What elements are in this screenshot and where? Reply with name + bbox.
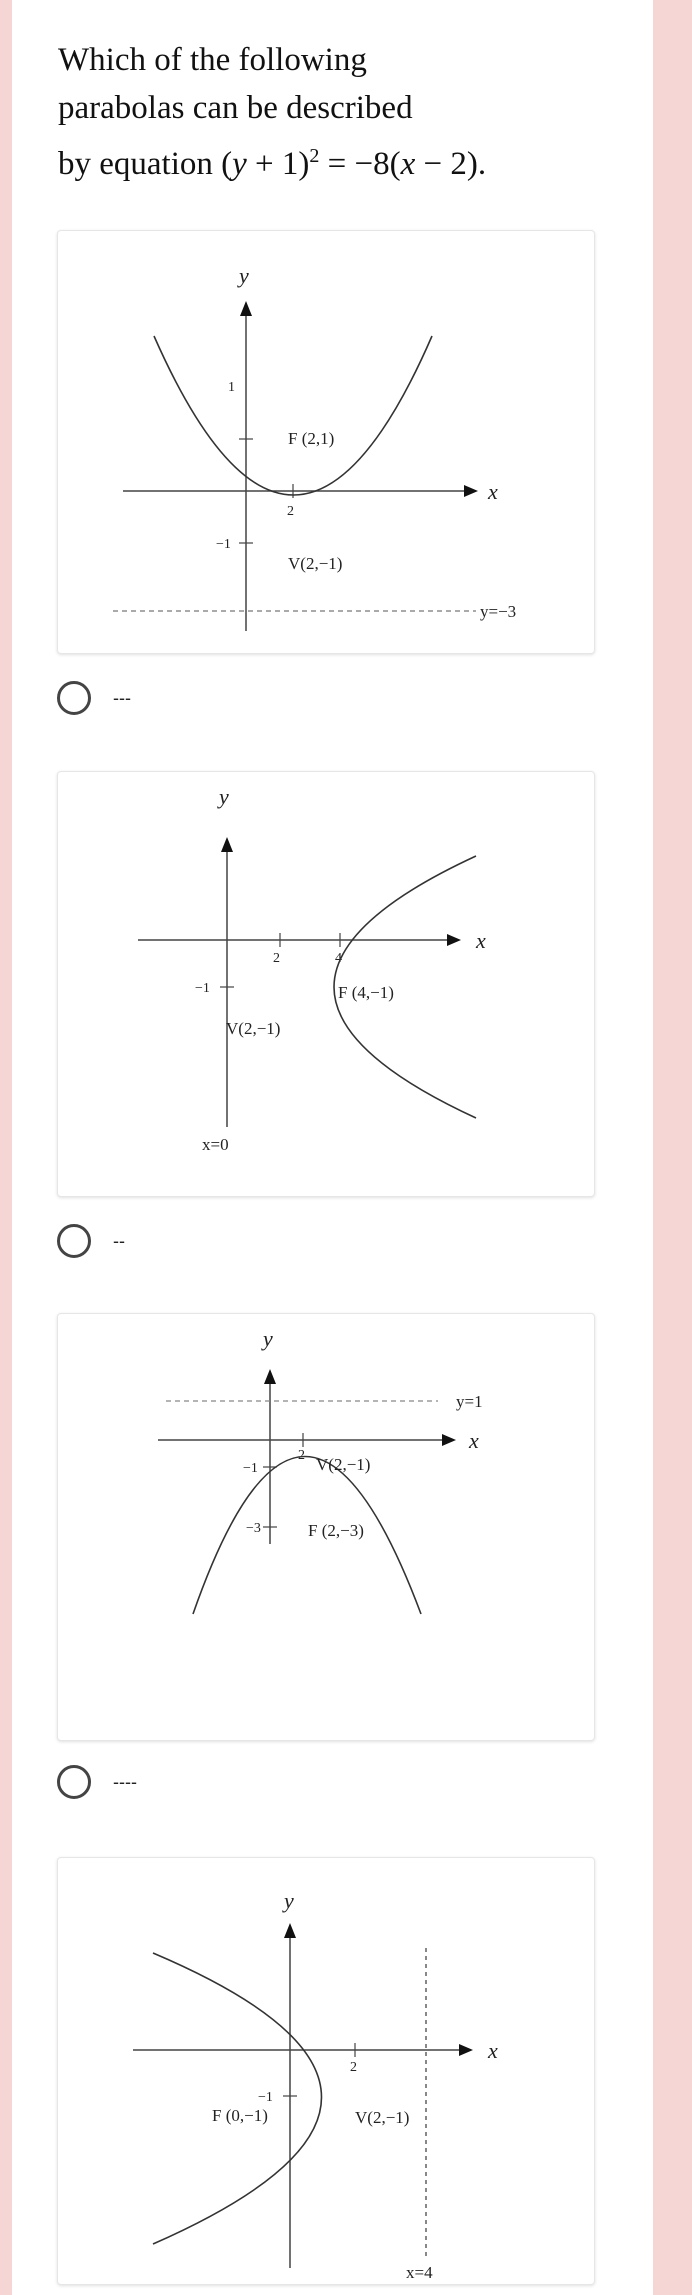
- option-3-radio[interactable]: [57, 1765, 91, 1799]
- x-tick-label: 2: [287, 504, 294, 519]
- x-axis-arrow: [459, 2044, 473, 2056]
- directrix-label: x=0: [202, 1135, 229, 1154]
- x-axis-label: x: [469, 1428, 479, 1453]
- option-2[interactable]: [57, 1219, 125, 1263]
- question-line-3-prefix: by equation: [58, 146, 222, 182]
- option-3-graph-card: [57, 1313, 595, 1741]
- y-axis-arrow: [264, 1369, 276, 1384]
- option-3[interactable]: [57, 1760, 137, 1804]
- question-text: [58, 36, 638, 188]
- parabola-curve: [153, 1953, 322, 2244]
- y-tick-neg1-label: −1: [243, 1461, 258, 1476]
- option-2-radio[interactable]: [57, 1224, 91, 1258]
- focus-label: F (2,1): [288, 429, 335, 448]
- question-line-1: Which of the following: [58, 42, 367, 78]
- directrix-label: y=−3: [480, 602, 517, 621]
- parabola-curve: [154, 336, 432, 495]
- option-3-label: ----: [113, 1771, 137, 1792]
- y-axis-label: y: [263, 1326, 273, 1351]
- parabola-curve: [193, 1457, 421, 1615]
- directrix-label: y=1: [456, 1392, 483, 1411]
- y-axis-label: y: [284, 1888, 294, 1913]
- directrix-label: x=4: [406, 2263, 433, 2282]
- y-tick-pos-label: 1: [228, 380, 235, 395]
- x-axis-arrow: [447, 934, 461, 946]
- option-1-graph-card: [57, 230, 595, 654]
- x-tick-2-label: 4: [335, 951, 342, 966]
- y-tick-neg-label: −1: [195, 981, 210, 996]
- vertex-label: V(2,−1): [355, 2108, 410, 2127]
- focus-label: F (2,−3): [308, 1521, 364, 1540]
- x-axis-label: x: [488, 479, 498, 504]
- option-4-graph: [58, 1858, 594, 2284]
- x-axis-arrow: [464, 485, 478, 497]
- y-tick-neg-label: −1: [258, 2090, 273, 2105]
- vertex-label: V(2,−1): [226, 1019, 281, 1038]
- y-axis-arrow: [221, 837, 233, 852]
- question-line-3: [58, 132, 638, 188]
- x-tick-1-label: 2: [273, 951, 280, 966]
- option-2-graph: [58, 772, 594, 1196]
- option-1-label: ---: [113, 687, 131, 708]
- x-tick-label: 2: [350, 2060, 357, 2075]
- option-1-graph: [58, 231, 594, 653]
- y-tick-neg-label: −1: [216, 537, 231, 552]
- vertex-label: V(2,−1): [288, 554, 343, 573]
- y-axis-arrow: [240, 301, 252, 316]
- focus-label: F (4,−1): [338, 983, 394, 1002]
- quiz-page: [12, 0, 653, 2295]
- y-axis-label: y: [239, 263, 249, 288]
- x-axis-label: x: [476, 928, 486, 953]
- option-1[interactable]: [57, 676, 131, 720]
- x-axis-arrow: [442, 1434, 456, 1446]
- x-tick-label: 2: [298, 1448, 305, 1463]
- option-2-label: --: [113, 1230, 125, 1251]
- option-2-graph-card: [57, 771, 595, 1197]
- x-axis-label: x: [488, 2038, 498, 2063]
- focus-label: F (0,−1): [212, 2106, 268, 2125]
- option-4-graph-card: [57, 1857, 595, 2285]
- option-1-radio[interactable]: [57, 681, 91, 715]
- y-axis-label: y: [219, 784, 229, 809]
- question-equation: $(y + 1)^2 = -8(x - 2)$.: [221, 145, 487, 182]
- vertex-label: V(2,−1): [316, 1455, 371, 1474]
- y-axis-arrow: [284, 1923, 296, 1938]
- question-line-2: parabolas can be described: [58, 90, 413, 126]
- option-3-graph: [58, 1314, 594, 1740]
- y-tick-neg3-label: −3: [246, 1521, 261, 1536]
